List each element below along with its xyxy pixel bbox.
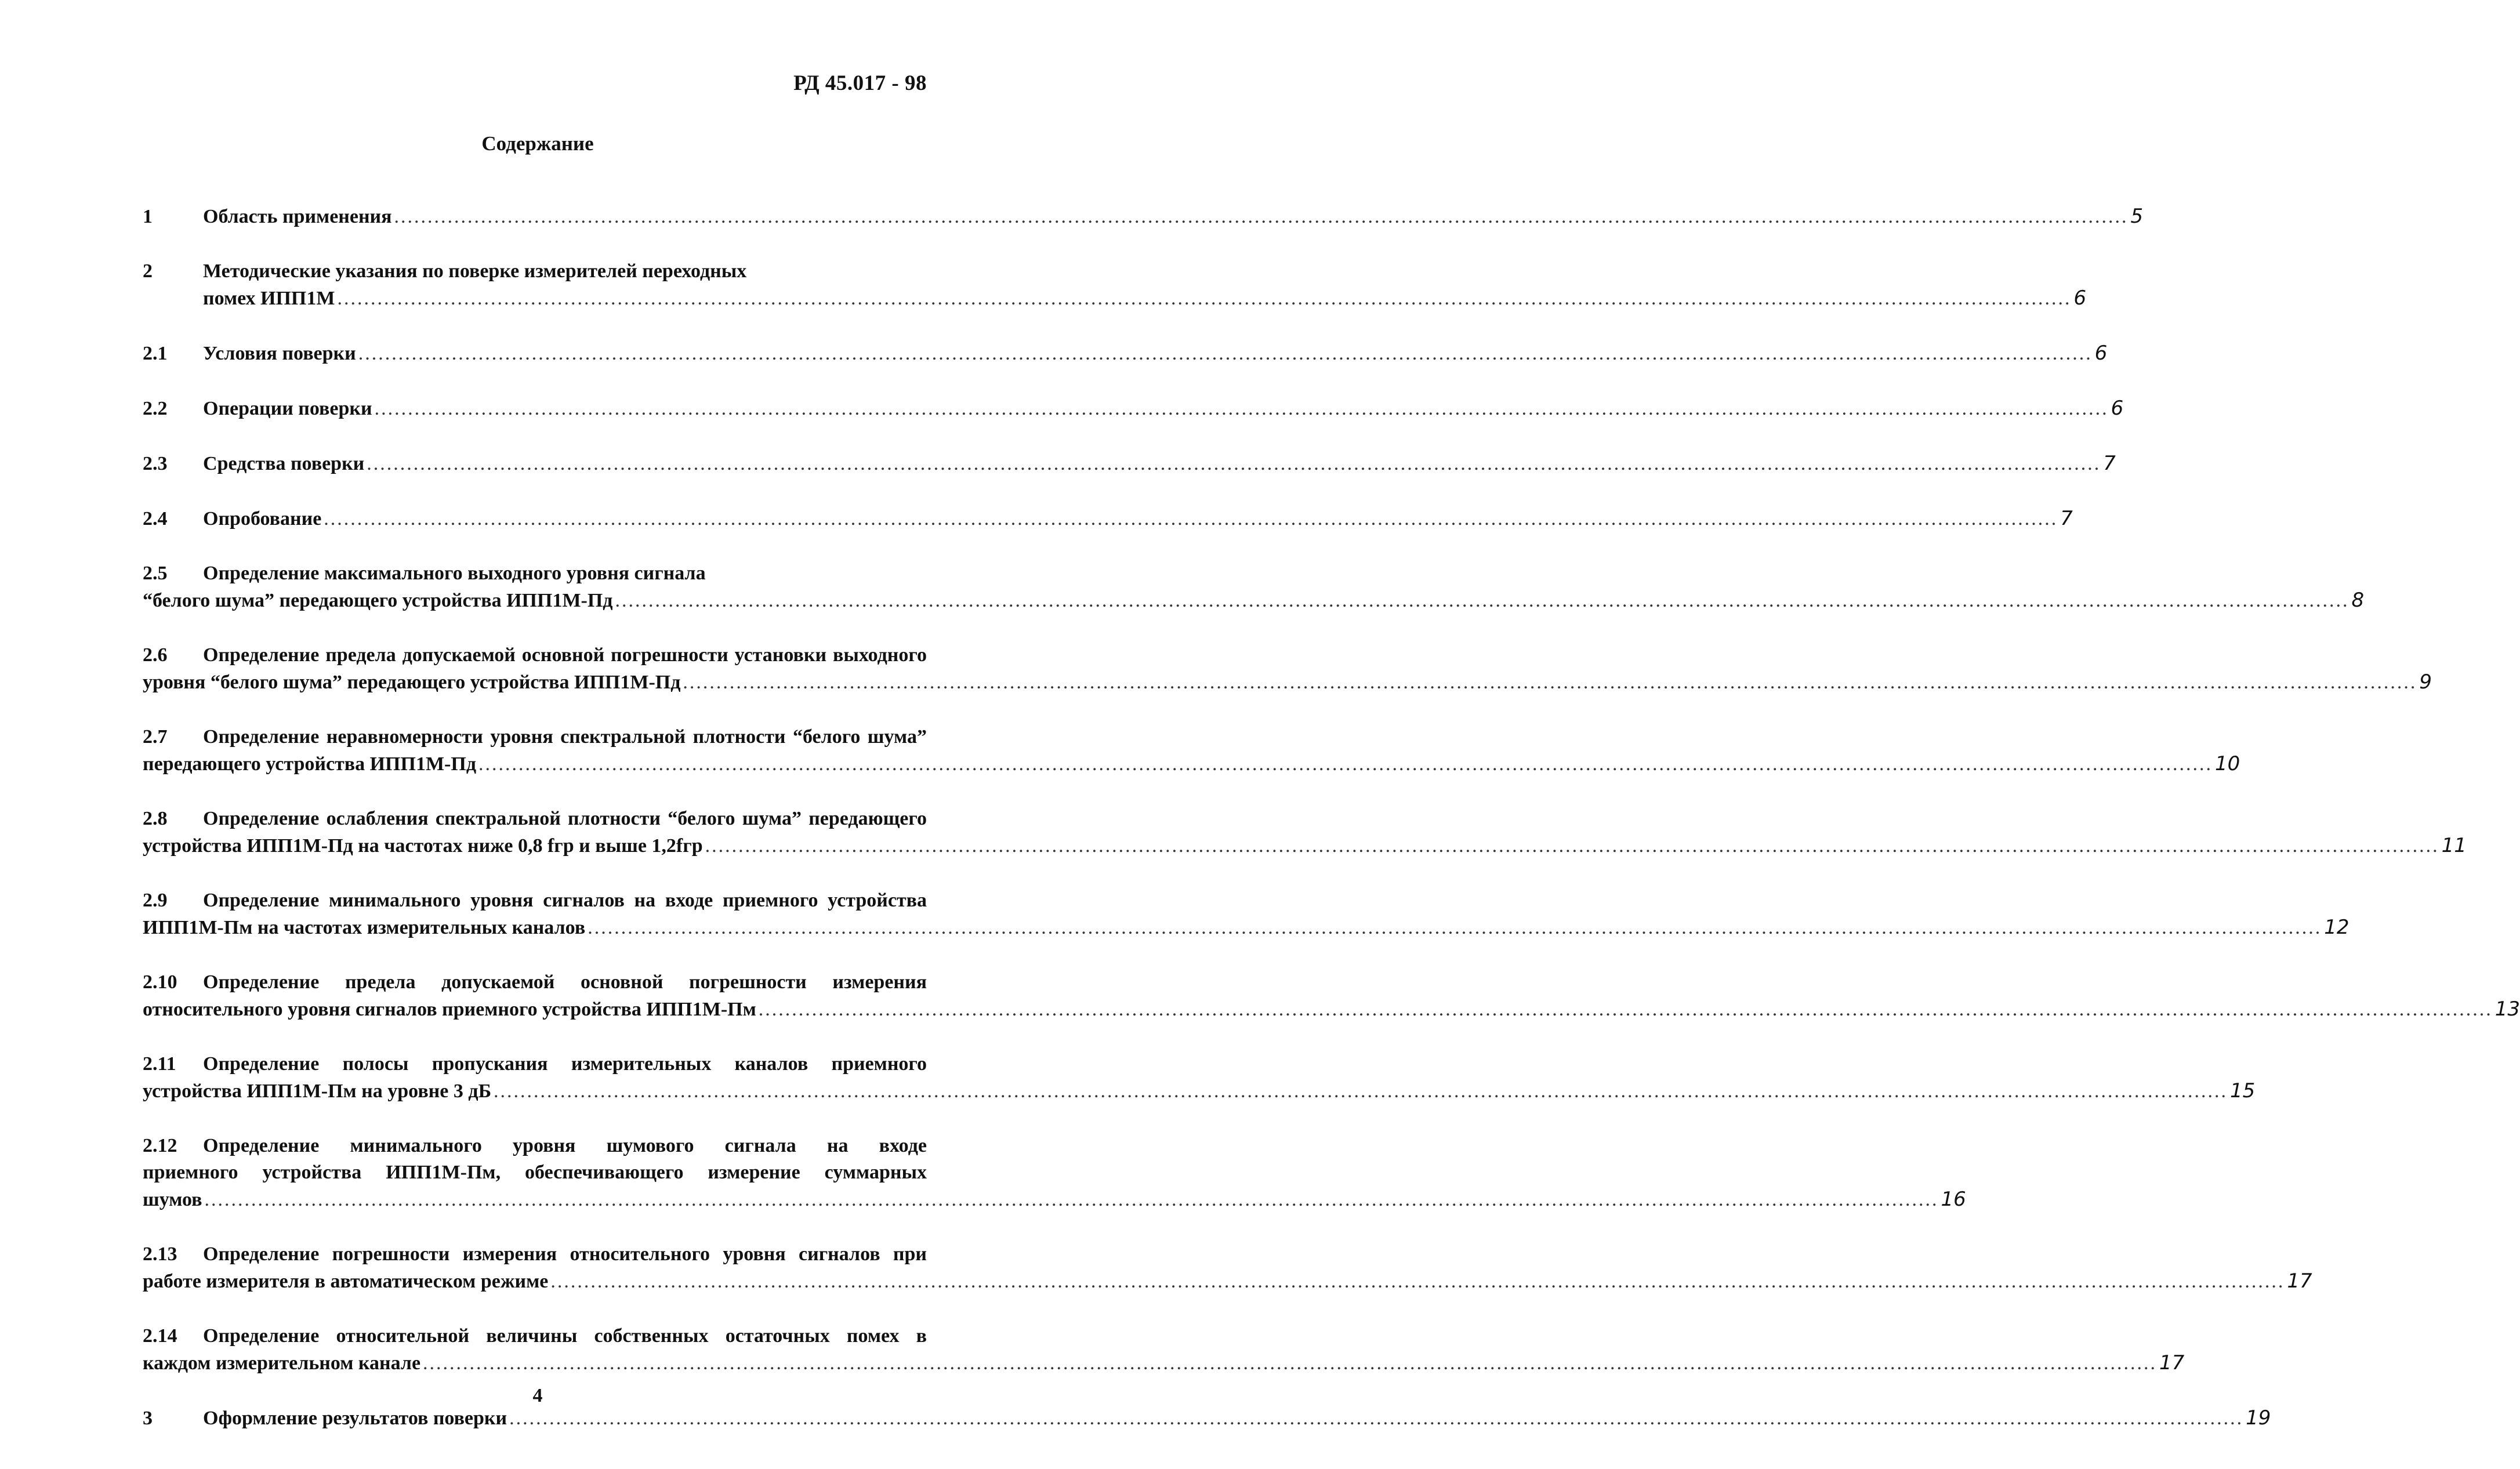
toc-entry-2-6: [143, 642, 2432, 696]
toc-page-number: 15: [2230, 1079, 2256, 1102]
toc-entry-2-11: [143, 1051, 2256, 1105]
toc-title-line: Определение минимального уровня сигналов на входе приемного устройства: [203, 890, 927, 911]
toc-entry-2-12: [143, 1133, 1966, 1213]
toc-page-number: 17: [2159, 1351, 2185, 1374]
leader-dots: [358, 340, 2093, 367]
leader-dots: [550, 1268, 2285, 1295]
leader-dots: [337, 285, 2071, 312]
toc-page-number: 19: [2246, 1406, 2271, 1430]
toc-entry-2: [143, 258, 2087, 312]
leader-dots: [367, 451, 2101, 477]
toc-number: 2.3: [143, 453, 168, 474]
toc-title-line: передающего устройства ИПП1М-Пд: [143, 753, 477, 775]
toc-title-line: “белого шума” передающего устройства ИПП1М-Пд: [143, 590, 613, 611]
leader-dots: [478, 751, 2213, 778]
toc-title-line: Определение предела допускаемой основной погрешности измерения: [203, 971, 927, 993]
toc-entry-2-3: [143, 450, 2116, 477]
toc-entry-2-1: [143, 340, 2108, 367]
toc-page-number: 17: [2287, 1269, 2312, 1293]
toc-number: 2.14: [143, 1325, 177, 1347]
toc-entry-2-7: [143, 724, 2240, 778]
toc-page-number: 7: [2060, 507, 2073, 530]
toc-title-line: работе измерителя в автоматическом режиме: [143, 1271, 549, 1292]
toc-title-line: Определение максимального выходного уровня сигнала: [203, 563, 706, 584]
leader-dots: [615, 587, 2349, 614]
toc-title-line: приемного устройства ИПП1М-Пм, обеспечивающего измерение суммарных: [143, 1162, 927, 1183]
toc-entry-1: [143, 203, 2144, 230]
toc-title-text: Средства поверки: [203, 453, 365, 474]
toc-title-line: Определение относительной величины собственных остаточных помех в: [203, 1325, 927, 1347]
toc-title-line: Методические указания по поверке измерителей переходных: [203, 260, 747, 282]
toc-title-line: каждом измерительном канале: [143, 1352, 421, 1374]
toc-title-text: Оформление результатов поверки: [203, 1408, 507, 1429]
toc-number: 2.6: [143, 644, 168, 666]
toc-entry-2-9: [143, 887, 2349, 941]
toc-number: 2.5: [143, 563, 168, 584]
toc-title-text: Опробование: [203, 508, 322, 529]
toc-entry-2-4: [143, 505, 2073, 532]
toc-number: 2.4: [143, 508, 168, 529]
toc-title: Содержание: [481, 132, 594, 155]
toc-title-line: устройства ИПП1М-Пд на частотах ниже 0,8 fгр и выше 1,2fгр: [143, 835, 703, 857]
toc-page-number: 10: [2215, 752, 2240, 775]
toc-number: 2: [143, 260, 153, 282]
leader-dots: [705, 833, 2439, 859]
toc-page-number: 7: [2103, 452, 2116, 475]
toc-title-line: устройства ИПП1М-Пм на уровне 3 дБ: [143, 1080, 492, 1102]
toc-title-line: Определение неравномерности уровня спектральной плотности “белого шума”: [203, 726, 927, 748]
toc-number: 2.7: [143, 726, 168, 748]
leader-dots: [423, 1350, 2157, 1377]
table-of-contents: [143, 203, 2520, 1460]
toc-number: 2.11: [143, 1053, 176, 1075]
toc-page-number: 13: [2494, 998, 2520, 1021]
toc-title-line: относительного уровня сигналов приемного устройства ИПП1М-Пм: [143, 999, 756, 1020]
leader-dots: [759, 996, 2493, 1023]
toc-title-line: уровня “белого шума” передающего устройства ИПП1М-Пд: [143, 672, 681, 693]
toc-title-line: Определение ослабления спектральной плотности “белого шума” передающего: [203, 808, 927, 829]
toc-number: 2.13: [143, 1243, 177, 1265]
toc-title-text: Область применения: [203, 206, 392, 227]
toc-number: 2.8: [143, 808, 168, 829]
toc-entry-2-10: [143, 969, 2520, 1023]
toc-title-line: помех ИПП1М: [203, 288, 335, 309]
toc-page-number: 16: [1941, 1188, 1966, 1211]
toc-title-line: Определение минимального уровня шумового сигнала на входе: [203, 1135, 927, 1156]
leader-dots: [588, 915, 2322, 941]
leader-dots: [509, 1405, 2243, 1432]
toc-title-line: ИПП1М-Пм на частотах измерительных каналов: [143, 917, 586, 938]
toc-number: 2.9: [143, 890, 168, 911]
leader-dots: [204, 1187, 1938, 1213]
leader-dots: [683, 669, 2417, 696]
leader-dots: [494, 1078, 2228, 1105]
toc-entry-2-14: [143, 1323, 2185, 1377]
toc-page-number: 8: [2351, 589, 2365, 612]
toc-page-number: 6: [2073, 286, 2087, 310]
toc-number: 2.1: [143, 343, 168, 364]
toc-page-number: 5: [2130, 205, 2144, 228]
toc-page-number: 11: [2441, 834, 2467, 857]
toc-title-line: Определение предела допускаемой основной погрешности установки выходного: [203, 644, 927, 666]
toc-title-text: Условия поверки: [203, 343, 356, 364]
leader-dots: [375, 396, 2109, 422]
toc-title-line: Определение погрешности измерения относительного уровня сигналов при: [203, 1243, 927, 1265]
toc-number: 3: [143, 1408, 153, 1429]
toc-entry-2-8: [143, 806, 2467, 859]
toc-number: 1: [143, 206, 153, 227]
toc-number: 2.12: [143, 1135, 177, 1156]
toc-title-text: Операции поверки: [203, 398, 372, 419]
toc-page-number: 6: [2111, 397, 2124, 420]
toc-title-line: Определение полосы пропускания измерительных каналов приемного: [203, 1053, 927, 1075]
toc-entry-3: [143, 1405, 2271, 1432]
toc-number: 2.2: [143, 398, 168, 419]
toc-entry-2-5: [143, 560, 2365, 614]
toc-entry-2-13: [143, 1241, 2312, 1295]
page-number: 4: [532, 1385, 543, 1406]
toc-page-number: 6: [2094, 342, 2108, 365]
toc-entry-2-2: [143, 395, 2124, 422]
leader-dots: [324, 506, 2058, 532]
leader-dots: [394, 204, 2129, 230]
toc-page-number: 9: [2419, 670, 2432, 694]
toc-number: 2.10: [143, 971, 177, 993]
document-code: РД 45.017 - 98: [793, 71, 927, 95]
toc-page-number: 12: [2324, 916, 2349, 939]
toc-title-line: шумов: [143, 1189, 202, 1210]
